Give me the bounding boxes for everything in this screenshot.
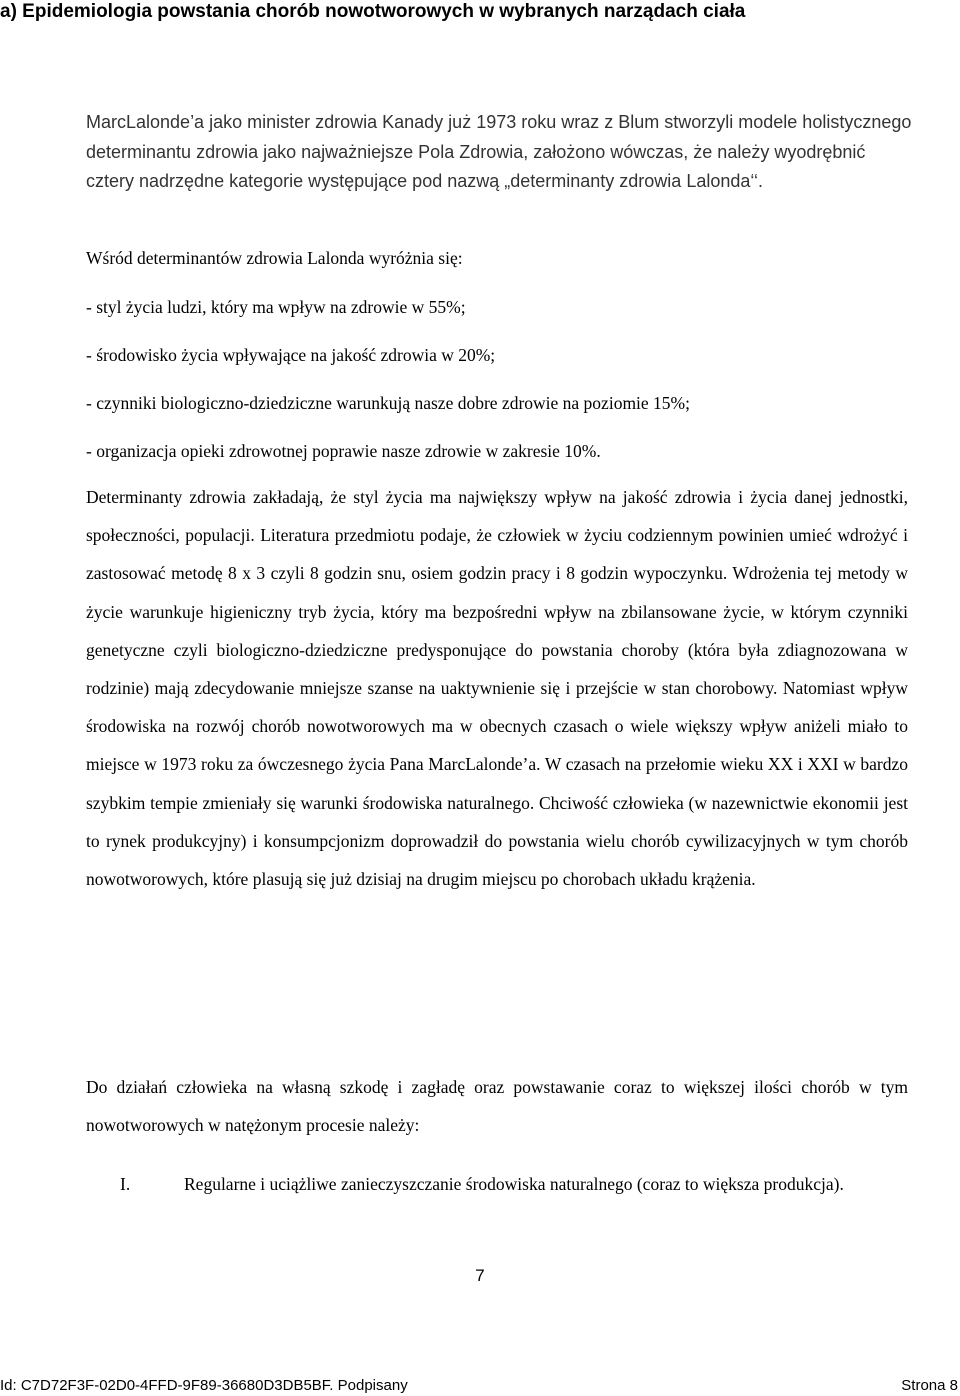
footer bbox=[0, 1376, 960, 1396]
determinant-item-environment: - środowisko życia wpływające na jakość zdrowia w 20%; bbox=[86, 345, 496, 365]
intro-paragraph: MarcLalonde’a jako minister zdrowia Kanady już 1973 roku wraz z Blum stworzyli modele holistycznego determinantu zdrowia jako najważniejsze Pola Zdrowia, założono wówczas, że należy wyodrębnić cztery nadrzędne kategorie występujące pod nazwą „determinanty zdrowia Lalonda‘‘. bbox=[86, 112, 912, 191]
actions-paragraph: Do działań człowieka na własną szkodę i zagładę oraz powstawanie coraz to większej ilości chorób w tym nowotworowych w natężonym procesie należy: bbox=[86, 1077, 908, 1135]
footer-document-id: Id: C7D72F3F-02D0-4FFD-9F89-36680D3DB5BF. Podpisany bbox=[0, 1377, 408, 1394]
main-paragraph: Determinanty zdrowia zakładają, że styl życia ma największy wpływ na jakość zdrowia i życia danej jednostki, społeczności, populacji. Literatura przedmiotu podaje, że człowiek w życiu codziennym powinien umieć wdrożyć i zastosować metodę 8 x 3 czyli 8 godzin snu, osiem godzin pracy i 8 godzin wypoczynku. Wdrożenia tej metody w życie warunkuje higieniczny tryb życia, który ma bezpośredni wpływ na zbilansowane życie, w którym czynniki genetyczne czyli biologiczno-dziedziczne predysponujące do powstania choroby (która była zdiagnozowana w rodzinie) mają zdecydowanie mniejsze szanse na uaktywnienie się i przejście w stan chorobowy. Natomiast wpływ środowiska na rozwój chorób nowotworowych ma w obecnych czasach o wiele większy wpływ aniżeli miało to miejsce w 1973 roku za ówczesnego życia Pana MarcLalonde’a. W czasach na przełomie wieku XX i XXI w bardzo szybkim tempie zmieniały się warunki środowiska naturalnego. Chciwość człowieka (w nazewnictwie ekonomii jest to rynek produkcyjny) i konsumpcjonizm doprowadził do powstania wielu chorób cywilizacyjnych w tym chorób nowotworowych, które plasują się już dzisiaj na drugim miejscu po chorobach układu krążenia. bbox=[86, 487, 908, 890]
section-heading: a) Epidemiologia powstania chorób nowotworowych w wybranych narządach ciała bbox=[0, 1, 746, 22]
determinant-item-lifestyle: - styl życia ludzi, który ma wpływ na zdrowie w 55%; bbox=[86, 297, 466, 317]
list-item-text: Regularne i uciążliwe zanieczyszczanie środowiska naturalnego (coraz to większa produkcja). bbox=[184, 1174, 844, 1194]
footer-page-label: Strona 8 bbox=[901, 1377, 958, 1394]
determinant-item-biology: - czynniki biologiczno-dziedziczne warunkują nasze dobre zdrowie na poziomie 15%; bbox=[86, 393, 690, 413]
determinant-item-healthcare: - organizacja opieki zdrowotnej poprawie nasze zdrowie w zakresie 10%. bbox=[86, 441, 601, 461]
list-item-marker: I. bbox=[120, 1174, 131, 1194]
page-number: 7 bbox=[475, 1266, 485, 1285]
determinants-intro: Wśród determinantów zdrowia Lalonda wyróżnia się: bbox=[86, 248, 463, 268]
